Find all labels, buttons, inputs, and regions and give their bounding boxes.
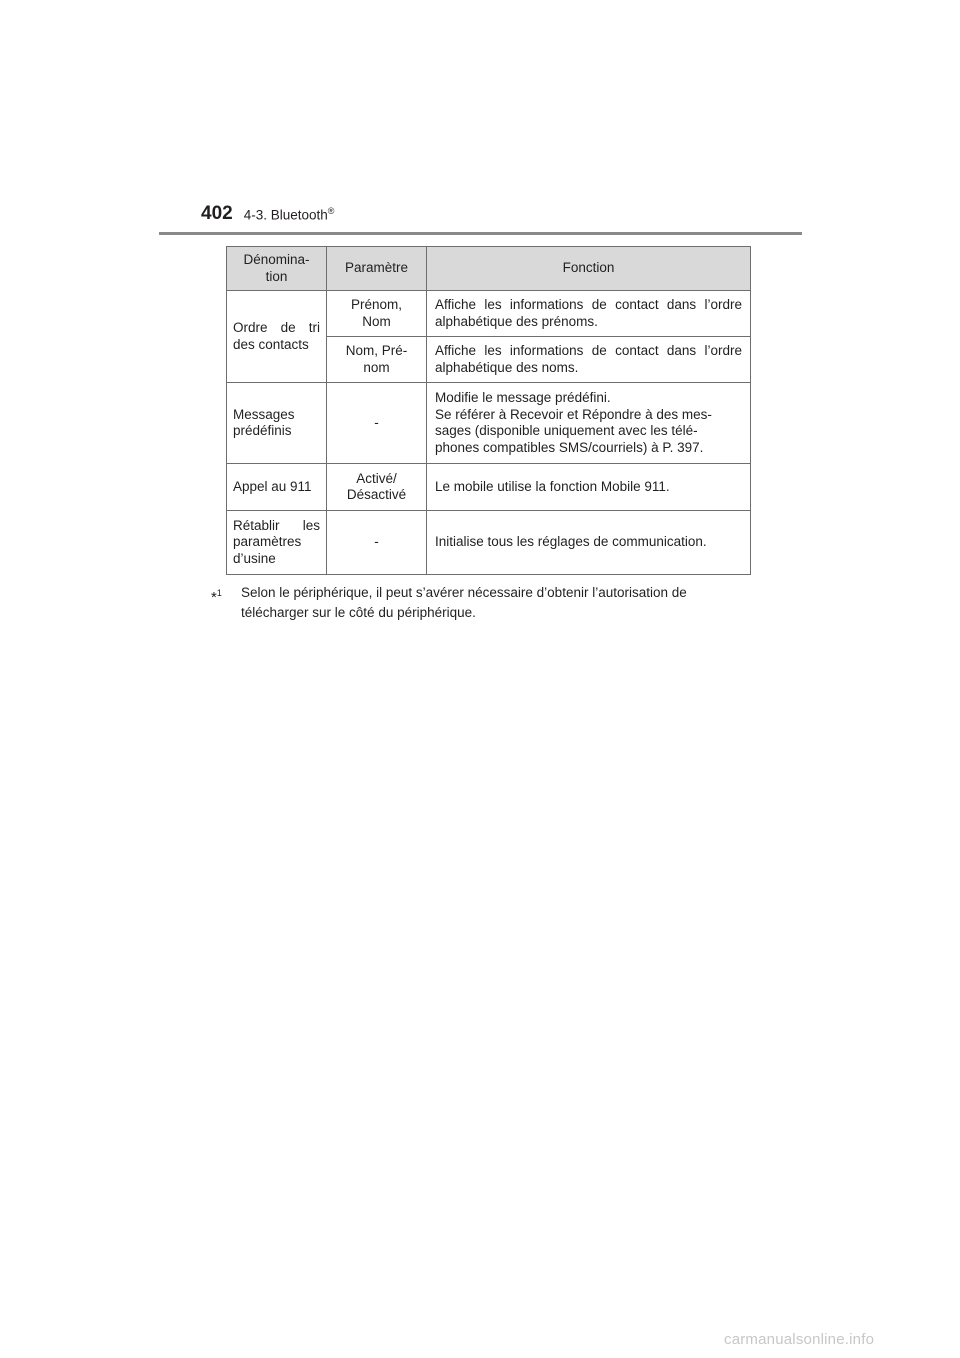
footnote-text-line2: télécharger sur le côté du périphérique. — [241, 605, 476, 620]
column-header-parameter: Paramètre — [327, 247, 427, 291]
page-header — [201, 203, 334, 225]
section-title-text: 4-3. Bluetooth — [243, 207, 328, 222]
table-row — [227, 291, 751, 337]
section-title — [244, 206, 335, 223]
page-number: 402 — [201, 203, 233, 224]
footnote-asterisk: * — [211, 589, 217, 606]
table-row — [227, 464, 751, 511]
setting-parameter: - — [327, 511, 427, 575]
column-header-function: Fonction — [427, 247, 751, 291]
setting-function: Le mobile utilise la fonction Mobile 911. — [427, 464, 751, 511]
registered-mark: ® — [327, 205, 335, 216]
setting-name: Appel au 911 — [227, 464, 327, 511]
watermark: carmanualsonline.info — [724, 1331, 875, 1348]
setting-name: Ordre de tri des contacts — [227, 291, 327, 383]
setting-function: Affiche les informations de contact dans l’ordre alphabétique des prénoms. — [427, 291, 751, 337]
table-header-row — [227, 247, 751, 291]
settings-table — [226, 246, 751, 575]
setting-function: Modifie le message prédéfini. Se référer à Recevoir et Répondre à des mes- sages (disponible uniquement avec les télé- phones compatibles SMS/courriels) à P. 397. — [427, 383, 751, 464]
table-row — [227, 511, 751, 575]
setting-name: Rétablir les paramètres d’usine — [227, 511, 327, 575]
setting-function: Initialise tous les réglages de communication. — [427, 511, 751, 575]
setting-parameter: Activé/ Désactivé — [327, 464, 427, 511]
setting-parameter: - — [327, 383, 427, 464]
setting-function: Affiche les informations de contact dans l’ordre alphabétique des noms. — [427, 337, 751, 383]
setting-parameter: Prénom, Nom — [327, 291, 427, 337]
footnote-number: 1 — [216, 588, 222, 598]
setting-parameter: Nom, Pré- nom — [327, 337, 427, 383]
footnote — [211, 583, 751, 623]
setting-name: Messages prédéfinis — [227, 383, 327, 464]
footnote-marker — [211, 583, 222, 608]
footnote-text-line1: Selon le périphérique, il peut s’avérer nécessaire d’obtenir l’autorisation de — [241, 585, 687, 600]
column-header-name: Dénomina- tion — [227, 247, 327, 291]
table-row — [227, 383, 751, 464]
header-divider — [159, 232, 802, 235]
